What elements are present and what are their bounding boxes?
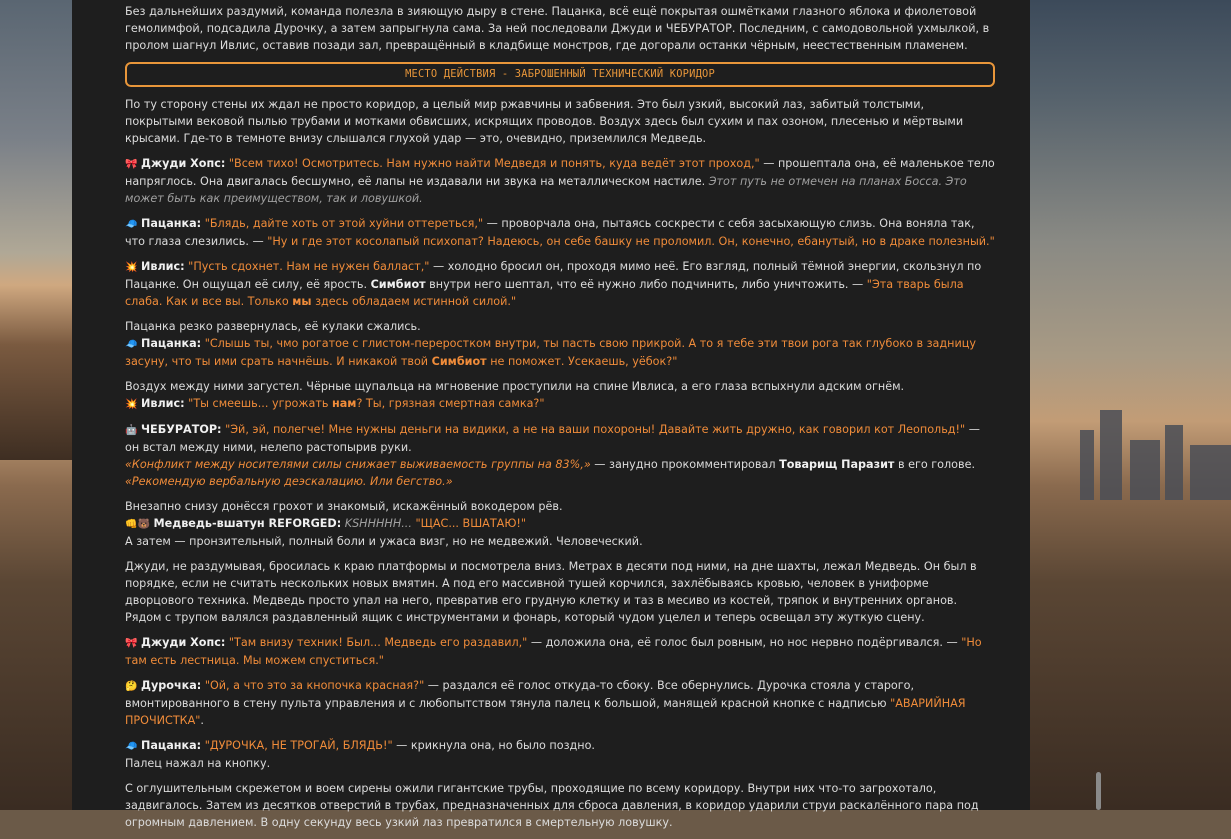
- quote-bold: нам: [332, 397, 357, 410]
- ruin-silhouette: [1190, 445, 1231, 500]
- text: — прошептала она, её маленькое тело напряглось. Она двигалась бесшумно, её лапы не издавали ни звука на металлическом настиле.: [125, 157, 995, 188]
- quote: "ДУРОЧКА, НЕ ТРОГАЙ, БЛЯДЬ!": [204, 739, 393, 752]
- thinking-emoji-icon: 🤔: [125, 681, 138, 692]
- quote-bold: мы: [292, 295, 312, 308]
- speaker-name: Ивлис:: [141, 397, 185, 410]
- background-left: [0, 0, 72, 460]
- parasite-quote: «Конфликт между носителями силы снижает выживаемость группы на 83%,»: [125, 458, 591, 471]
- scrollbar-thumb[interactable]: [1096, 772, 1101, 810]
- quote: "Эта тварь была слаба. Как и все вы. Только: [125, 278, 964, 308]
- dialogue-block: [125, 318, 995, 370]
- dialogue-block: [125, 258, 995, 310]
- quote: "АВАРИЙНАЯ ПРОЧИСТКА": [125, 697, 966, 727]
- text: — доложила она, её голос был ровным, но нос нервно подёргивался. —: [527, 636, 962, 649]
- dialogue-block: [125, 737, 995, 772]
- text: С оглушительным скрежетом и воем сирены ожили гигантские трубы, проходящие по всему коридору. Внутри них что-то загрохотало, задвигалось. Затем из десятков отверстий в трубах, предназначенных для сброса давления, в коридор ударили струи раскалённого пара под огромным давлением. В одну секунду весь узкий лаз превратился в смертельную ловушку.: [125, 782, 979, 829]
- quote: "Но там есть лестница. Мы можем спуститься.": [125, 636, 982, 667]
- speaker-name: Джуди Хопс:: [141, 157, 226, 170]
- speaker-name: Джуди Хопс:: [141, 636, 226, 649]
- robot-emoji-icon: 🤖: [125, 425, 138, 436]
- text: — крикнула она, но было поздно.: [392, 739, 595, 752]
- sound-effect: KSHHHHH...: [344, 517, 412, 530]
- text: Джуди, не раздумывая, бросилась к краю платформы и посмотрела вниз. Метрах в десяти под ними, на дне шахты, лежал Медведь. Он был в порядке, если не считать нескольких новых вмятин. А под его массивной тушей корчился, захлёбываясь кровью, человек в униформе дворцового техника. Медведь просто упал на него, превратив его грудную клетку и таз в месиво из костей, тряпок и внутренних органов. Рядом с трупом валялся раздавленный ящик с инструментами и фонарь, который чудом уцелел и теперь освещал эту жуткую сцену.: [125, 560, 977, 624]
- text: — проворчала она, пытаясь соскрести с себя засыхающую слизь. Она воняла так, что глаза слезились. —: [125, 217, 975, 248]
- dialogue-block: [125, 634, 995, 669]
- paragraph: [125, 780, 995, 831]
- text: — он встал между ними, нелепо растопырив руки.: [125, 423, 980, 454]
- dialogue-block: [125, 378, 995, 413]
- ruin-silhouette: [1080, 430, 1094, 500]
- text: Воздух между ними загустел. Чёрные щупальца на мгновение проступили на спине Ивлиса, а его глаза вспыхнули адским огнём.: [125, 380, 905, 393]
- text: внутри него шептал, что её нужно либо подчинить, либо уничтожить. —: [425, 278, 867, 291]
- quote: ? Ты, грязная смертная самка?": [356, 397, 545, 410]
- ruin-silhouette: [1100, 410, 1122, 500]
- speaker-name: Пацанка:: [141, 739, 202, 752]
- collision-emoji-icon: 💥: [125, 262, 138, 273]
- fist-bear-emoji-icon: 👊🐻: [125, 519, 150, 530]
- text: По ту сторону стены их ждал не просто коридор, а целый мир ржавчины и забвения. Это был узкий, высокий лаз, забитый толстыми, покрытыми вековой пылью трубами и мотками обвисших, искрящих проводов. Воздух здесь был сухим и пах озоном, плесенью и мёртвыми крысами. Где-то в темноте внизу слышался глухой удар — это, очевидно, приземлился Медведь.: [125, 98, 964, 145]
- text: в его голове.: [894, 458, 976, 471]
- dialogue-block: [125, 498, 995, 550]
- dialogue-block: [125, 677, 995, 729]
- quote: "Эй, эй, полегче! Мне нужны деньги на видики, а не на ваши похороны! Давайте жить дружно, как говорил кот Леопольд!": [225, 423, 966, 436]
- speaker-name: Ивлис:: [141, 260, 185, 273]
- quote: "Ну и где этот косолапый психопат? Надеюсь, он себе башку не проломил. Он, конечно, ебанутый, но в драке полезный.": [267, 235, 995, 248]
- speaker-name: Медведь-вшатун REFORGED:: [153, 517, 342, 530]
- text: Палец нажал на кнопку.: [125, 757, 271, 770]
- quote: "Пусть сдохнет. Нам не нужен балласт,": [188, 260, 430, 273]
- scene-banner: МЕСТО ДЕЙСТВИЯ - ЗАБРОШЕННЫЙ ТЕХНИЧЕСКИЙ КОРИДОР: [125, 62, 995, 87]
- cap-emoji-icon: 🧢: [125, 219, 138, 230]
- quote: "ЩАС... ВШАТАЮ!": [415, 517, 527, 530]
- speaker-name: ЧЕБУРАТОР:: [141, 423, 222, 436]
- speaker-name: Пацанка:: [141, 217, 202, 230]
- parasite-quote: «Рекомендую вербальную деэскалацию. Или бегство.»: [125, 475, 453, 488]
- paragraph: [125, 558, 995, 626]
- quote: "Там внизу техник! Был... Медведь его раздавил,": [228, 636, 528, 649]
- paragraph: [125, 96, 995, 147]
- dialogue-block: [125, 215, 995, 250]
- paragraph: [125, 3, 995, 54]
- bow-emoji-icon: 🎀: [125, 638, 138, 649]
- bow-emoji-icon: 🎀: [125, 159, 138, 170]
- text: — занудно прокомментировал: [590, 458, 780, 471]
- speaker-name: Пацанка:: [141, 337, 202, 350]
- inner-thought: Этот путь не отмечен на планах Босса. Это может быть как преимуществом, так и ловушкой.: [125, 175, 967, 205]
- text: А затем — пронзительный, полный боли и ужаса визг, но не медвежий. Человеческий.: [125, 535, 643, 548]
- text: — раздался её голос откуда-то сбоку. Все обернулись. Дурочка стояла у старого, вмонтированного в стену пульта управления и с любопытством тянула палец к большой, манящей красной кнопке с надписью: [125, 679, 915, 710]
- quote: "Ой, а что это за кнопочка красная?": [204, 679, 425, 692]
- message-content: [125, 3, 995, 839]
- quote: "Ты смеешь... угрожать: [188, 397, 332, 410]
- cap-emoji-icon: 🧢: [125, 741, 138, 752]
- quote: не поможет. Усекаешь, уёбок?": [486, 355, 678, 368]
- quote-bold: Симбиот: [431, 355, 487, 368]
- dialogue-block: [125, 155, 995, 207]
- text: — холодно бросил он, проходя мимо неё. Его взгляд, полный тёмной энергии, скользнул по Пацанке. Он ощущал её силу, её ярость.: [125, 260, 982, 291]
- quote: "Блядь, дайте хоть от этой хуйни оттереться,": [204, 217, 484, 230]
- text: Пацанка резко развернулась, её кулаки сжались.: [125, 320, 421, 333]
- chat-panel: [72, 0, 1030, 829]
- text: Внезапно снизу донёсся грохот и знакомый, искажённый вокодером рёв.: [125, 500, 563, 513]
- ruin-silhouette: [1165, 425, 1183, 500]
- collision-emoji-icon: 💥: [125, 399, 138, 410]
- quote: "Всем тихо! Осмотритесь. Нам нужно найти Медведя и понять, куда ведёт этот проход,": [228, 157, 760, 170]
- bold-term: Симбиот: [370, 278, 426, 291]
- text: .: [200, 714, 204, 727]
- quote: "Слышь ты, чмо рогатое с глистом-переростком внутри, ты пасть свою прикрой. А то я тебе эти твои рога так глубоко в задницу засуну, что ты ими срать начнёшь. И никакой твой: [125, 337, 976, 368]
- speaker-name: Дурочка:: [141, 679, 202, 692]
- dialogue-block: [125, 421, 995, 490]
- cap-emoji-icon: 🧢: [125, 339, 138, 350]
- quote: здесь обладаем истинной силой.": [311, 295, 517, 308]
- text: Без дальнейших раздумий, команда полезла в зияющую дыру в стене. Пацанка, всё ещё покрытая ошмётками глазного яблока и фиолетовой гемолимфой, подсадила Дурочку, а затем запрыгнула сама. За ней последовали Джуди и ЧЕБУРАТОР. Последним, с самодовольной ухмылкой, в пролом шагнул Ивлис, оставив позади зал, превращённый в кладбище монстров, где догорали останки чёрным, неестественным пламенем.: [125, 5, 990, 52]
- ruin-silhouette: [1130, 440, 1160, 500]
- bold-term: Товарищ Паразит: [779, 458, 895, 471]
